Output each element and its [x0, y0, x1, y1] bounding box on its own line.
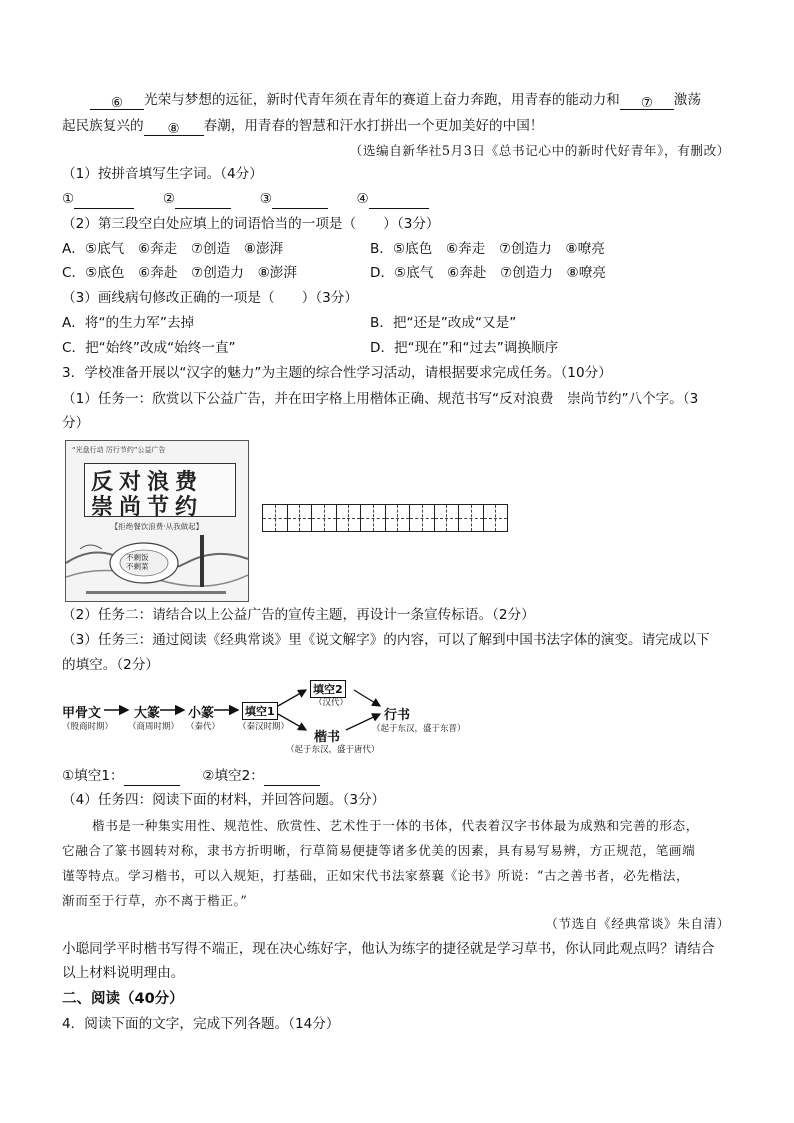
grid-cell[interactable]: [484, 505, 508, 531]
material-line-2: 它融合了篆书圆转对称，隶书方折明晰，行草简易便捷等诸多优美的因素，具有易写易辨，方正规范，笔画端: [62, 843, 696, 858]
tianzige-writing-grid[interactable]: [262, 504, 508, 532]
pinyin-blanks-row: ① ② ③ ④: [62, 189, 730, 209]
blank-6[interactable]: ⑥: [90, 93, 144, 110]
poster-plate-text: 不剩饭 不剩菜: [126, 553, 149, 571]
poster-title-box: [84, 463, 236, 520]
options3-row2: [62, 338, 730, 358]
material-source: （节选自《经典常谈》朱自清）: [545, 916, 730, 931]
q2-sub1: （1）按拼音填写生字词。（4分）: [62, 166, 263, 182]
node-regular-script: 楷书: [314, 730, 341, 745]
passage-line-1: ⑥ 光荣与梦想的远征，新时代青年须在青年的赛道上奋力奔跑，用青春的能动力和 ⑦ 激荡: [90, 90, 730, 110]
poster-banner: 【拒绝餐饮浪费·从我做起】: [110, 522, 204, 531]
era-regular-script: （起于东汉，盛于唐代）: [286, 745, 380, 755]
options2-row1: [62, 239, 730, 259]
task1-line2: 分）: [62, 415, 90, 431]
grid-cell[interactable]: [410, 505, 435, 531]
q3-stem: 3．学校准备开展以“汉字的魅力”为主题的综合性学习活动，请根据要求完成任务。（10分）: [62, 365, 612, 381]
era-running-script: （起于东汉，盛于东晋）: [372, 724, 466, 734]
grid-cell[interactable]: [459, 505, 484, 531]
passage-line-2: 起民族复兴的 ⑧ 春潮，用青春的智慧和汗水打拼出一个更加美好的中国！: [62, 118, 544, 137]
script-evolution-diagram: [62, 676, 482, 756]
option-3d[interactable]: D．把“现在”和“过去”调换顺序: [370, 340, 559, 356]
pinyin-blank-1[interactable]: [74, 192, 134, 209]
material-line-3: 谨等特点。学习楷书，可以入规矩，打基础，正如宋代书法家蔡襄《论书》所说：“古之善书者，必先楷法，: [62, 868, 690, 883]
task2: （2）任务二：请结合以上公益广告的宣传主题，再设计一条宣传标语。（2分）: [62, 607, 535, 623]
task1-line1: （1）任务一：欣赏以下公益广告，并在田字格上用楷体正确、规范书写“反对浪费 崇尚节约”八个字。（3: [62, 391, 699, 407]
poster-line-2: 崇尚节约: [91, 494, 204, 520]
node-fill-1[interactable]: 填空1: [242, 702, 278, 720]
public-service-poster: [65, 440, 249, 602]
material-line-1: 楷书是一种集实用性、规范性、欣赏性、艺术性于一体的书体，代表着汉字书体最为成熟和完善的形态，: [92, 818, 699, 833]
node-small-seal: 小篆: [188, 706, 215, 721]
grid-cell[interactable]: [361, 505, 386, 531]
question-line-1: 小聪同学平时楷书写得不端正，现在决心练好字，他认为练字的捷径就是学习草书，你认同此观点吗？请结合: [62, 941, 715, 957]
era-oracle-bone: （殷商时期）: [62, 722, 114, 732]
section-2-title: 二、阅读（40分）: [62, 991, 184, 1007]
grid-cell[interactable]: [435, 505, 460, 531]
fill-2-answer[interactable]: [264, 769, 320, 786]
era-great-seal: （商周时期）: [128, 722, 180, 732]
era-small-seal: （秦代）: [186, 722, 221, 732]
q2-sub2: （2）第三段空白处应填上的词语恰当的一项是（ ）（3分）: [62, 216, 440, 232]
options3-row1: [62, 313, 730, 333]
option-3c[interactable]: C．把“始终”改成“始终一直”: [62, 340, 236, 356]
fill-1-answer[interactable]: [124, 769, 180, 786]
grid-cell[interactable]: [386, 505, 411, 531]
node-oracle-bone: 甲骨文: [62, 706, 102, 721]
node-great-seal: 大篆: [134, 706, 161, 721]
option-3a[interactable]: A．将“的生力军”去掉: [62, 315, 195, 331]
material-line-4: 渐而至于行草，亦不离于楷正。”: [62, 893, 248, 908]
era-fill-1: （秦汉时期）: [238, 722, 290, 732]
fill-answer-row: ①填空1： ②填空2：: [62, 766, 730, 786]
grid-cell[interactable]: [337, 505, 362, 531]
node-running-script: 行书: [384, 708, 411, 723]
task3-line2: 的填空。（2分）: [62, 657, 160, 673]
q4-stem: 4．阅读下面的文字，完成下列各题。（14分）: [62, 1016, 340, 1032]
pinyin-blank-4[interactable]: [369, 192, 429, 209]
grid-cell[interactable]: [288, 505, 313, 531]
option-2d[interactable]: D．⑤底气 ⑥奔赴 ⑦创造力 ⑧嘹亮: [370, 265, 606, 281]
poster-top-text: “光盘行动 厉行节约”公益广告: [72, 446, 166, 454]
poster-plate-illustration: [66, 533, 248, 602]
question-line-2: 以上材料说明理由。: [62, 965, 185, 981]
option-2a[interactable]: A．⑤底气 ⑥奔走 ⑦创造 ⑧澎湃: [62, 241, 284, 257]
task4: （4）任务四：阅读下面的材料，并回答问题。（3分）: [62, 792, 386, 808]
grid-cell[interactable]: [312, 505, 337, 531]
task3-line1: （3）任务三：通过阅读《经典常谈》里《说文解字》的内容，可以了解到中国书法字体的演变。请完成以下: [62, 632, 710, 648]
q2-sub3: （3）画线病句修改正确的一项是（ ）（3分）: [62, 290, 358, 306]
options2-row2: [62, 263, 730, 283]
era-fill-2: （汉代）: [314, 698, 349, 708]
node-fill-2[interactable]: 填空2: [310, 680, 346, 698]
pinyin-blank-3[interactable]: [272, 192, 328, 209]
poster-line-1: 反对浪费: [91, 469, 204, 495]
option-2b[interactable]: B．⑤底色 ⑥奔走 ⑦创造力 ⑧嘹亮: [370, 241, 605, 257]
grid-cell[interactable]: [263, 505, 288, 531]
pinyin-blank-2[interactable]: [175, 192, 231, 209]
option-3b[interactable]: B．把“还是”改成“又是”: [370, 315, 517, 331]
blank-8[interactable]: ⑧: [144, 119, 204, 136]
option-2c[interactable]: C．⑤底色 ⑥奔赴 ⑦创造力 ⑧澎湃: [62, 265, 297, 281]
passage-source: （选编自新华社5月3日《总书记心中的新时代好青年》，有删改）: [349, 143, 730, 158]
blank-7[interactable]: ⑦: [620, 93, 674, 110]
